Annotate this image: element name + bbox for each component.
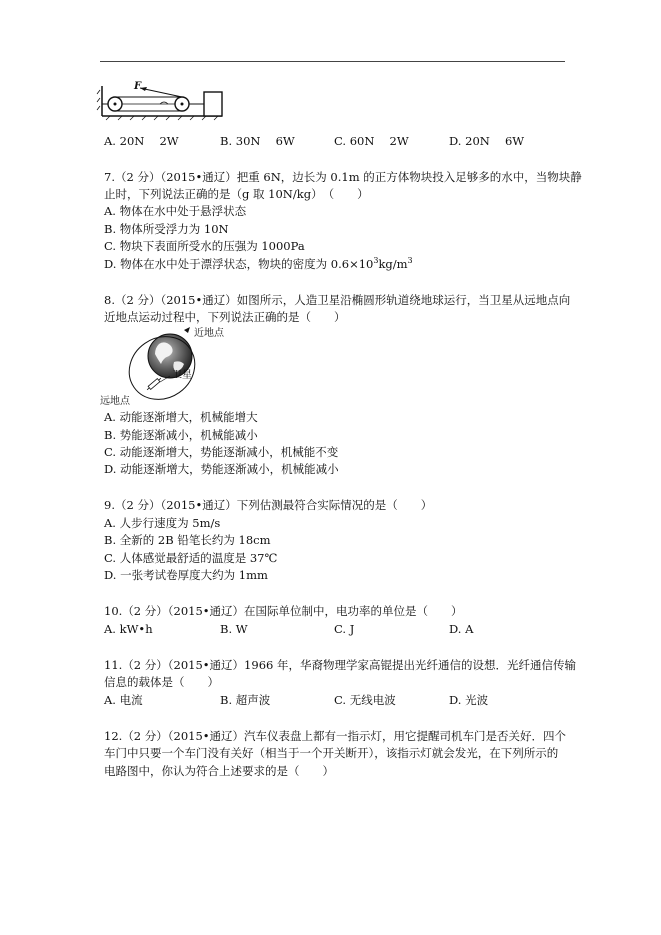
q11-option-d: D. 光波: [449, 693, 489, 707]
q9-option-a: A. 人步行速度为 5m/s: [104, 516, 221, 530]
q10-stem-line1: 10.（2 分）（2015•通辽）在国际单位制中，电功率的单位是（ ）: [104, 604, 463, 618]
q6-option-a: A. 20N 2W: [104, 134, 179, 148]
label-F: F: [134, 81, 142, 92]
q11-option-a: A. 电流: [104, 693, 143, 707]
q8-option-c: C. 动能逐渐增大，势能逐渐减小，机械能不变: [104, 445, 339, 459]
q12-stem-line3: 电路图中，你认为符合上述要求的是（ ）: [104, 764, 334, 778]
q11-stem-line2: 信息的载体是（ ）: [104, 675, 219, 689]
label-satellite: 卫星: [172, 370, 192, 381]
q11-option-b: B. 超声波: [220, 693, 271, 707]
label-perigee: 近地点: [194, 328, 224, 339]
pulley-figure: [100, 82, 225, 122]
q7-option-b: B. 物体所受浮力为 10N: [104, 222, 229, 236]
q10-option-c: C. J: [334, 622, 355, 636]
q6-option-d: D. 20N 6W: [449, 134, 525, 148]
q6-option-c: C. 60N 2W: [334, 134, 409, 148]
q9-option-c: C. 人体感觉最舒适的温度是 37℃: [104, 551, 278, 565]
q7-option-c: C. 物块下表面所受水的压强为 1000Pa: [104, 239, 305, 253]
q12-stem-line1: 12.（2 分）（2015•通辽）汽车仪表盘上都有一指示灯，用它提醒司机车门是否关好．四个: [104, 729, 567, 743]
q9-stem-line1: 9.（2 分）（2015•通辽）下列估测最符合实际情况的是（ ）: [104, 498, 433, 512]
q12-stem-line2: 车门中只要一个车门没有关好（相当于一个开关断开），该指示灯就会发光，在下列所示的: [104, 746, 559, 760]
q8-option-a: A. 动能逐渐增大，机械能增大: [104, 410, 258, 424]
satellite-orbit-figure: [100, 322, 234, 407]
q8-option-d: D. 动能逐渐增大，势能逐渐减小，机械能减小: [104, 462, 339, 476]
q8-option-b: B. 势能逐渐减小，机械能减小: [104, 428, 258, 442]
q7-stem-line1: 7.（2 分）（2015•通辽）把重 6N，边长为 0.1m 的正方体物块投入足够多的水中，当物块静: [104, 170, 582, 184]
q10-option-d: D. A: [449, 622, 474, 636]
q8-stem-line1: 8.（2 分）（2015•通辽）如图所示，人造卫星沿椭圆形轨道绕地球运行，当卫星从远地点向: [104, 293, 571, 307]
q7-stem-line2: 止时，下列说法正确的是（g 取 10N/kg） （ ）: [104, 187, 369, 201]
q11-stem-line1: 11.（2 分）（2015•通辽）1966 年，华裔物理学家高锟提出光纤通信的设想．光纤通信传输: [104, 658, 576, 672]
q10-option-a: A. kW•h: [104, 622, 153, 636]
q7-option-d: D. 物体在水中处于漂浮状态，物块的密度为 $0.6\times 10^3kg/m^3$: [104, 256, 413, 271]
header-rule: [100, 61, 565, 62]
q7-option-a: A. 物体在水中处于悬浮状态: [104, 204, 247, 218]
q6-option-b: B. 30N 6W: [220, 134, 295, 148]
q9-option-d: D. 一张考试卷厚度大约为 1mm: [104, 568, 268, 582]
q11-option-c: C. 无线电波: [334, 693, 396, 707]
label-apogee: 远地点: [100, 396, 130, 407]
q10-option-b: B. W: [220, 622, 248, 636]
q8-stem-line2: 近地点运动过程中，下列说法正确的是（ ）: [104, 310, 346, 324]
q9-option-b: B. 全新的 2B 铅笔长约为 18cm: [104, 533, 271, 547]
